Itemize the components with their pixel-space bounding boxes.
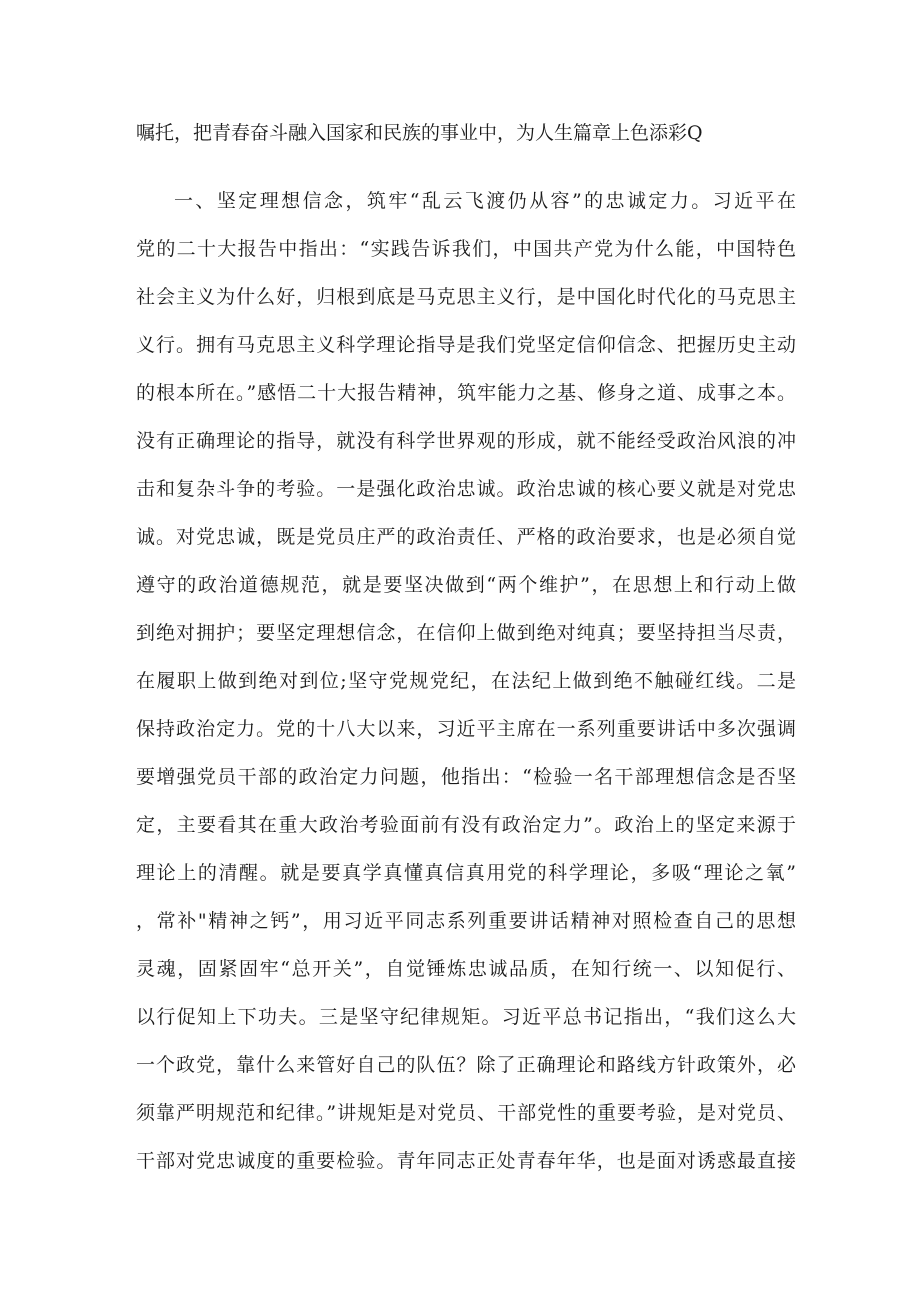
text-line: 在履职上做到绝对到位;坚守党规党纪，在法纪上做到绝不触碰红线。二是 [136,670,796,692]
text-line: 义行。拥有马克思主义科学理论指导是我们党坚定信仰信念、把握历史主动 [136,334,796,356]
text-line: 定，主要看其在重大政治考验面前有没有政治定力”。政治上的坚定来源于 [136,814,796,836]
text-line: 一个政党，靠什么来管好自己的队伍？除了正确理论和路线方针政策外，必 [136,1054,796,1076]
text-line: 要增强党员干部的政治定力问题，他指出：“检验一名干部理想信念是否坚 [136,766,796,788]
text-line: ，常补"精神之钙”，用习近平同志系列重要讲话精神对照检查自己的思想 [136,910,796,932]
text-line: 干部对党忠诚度的重要检验。青年同志正处青春年华，也是面对诱惑最直接 [136,1150,796,1172]
text-line: 党的二十大报告中指出：“实践告诉我们，中国共产党为什么能，中国特色 [136,238,796,260]
text-line: 灵魂，固紧固牢“总开关”，自觉锤炼忠诚品质，在知行统一、以知促行、 [136,958,796,980]
text-line: 没有正确理论的指导，就没有科学世界观的形成，就不能经受政治风浪的冲 [136,430,796,452]
text-line: 遵守的政治道德规范，就是要坚决做到“两个维护”，在思想上和行动上做 [136,574,796,596]
text-line: 嘱托，把青春奋斗融入国家和民族的事业中，为人生篇章上色添彩Q [136,122,703,144]
text-line: 保持政治定力。党的十八大以来，习近平主席在一系列重要讲话中多次强调 [136,718,796,740]
text-line: 理论上的清醒。就是要真学真懂真信真用党的科学理论，多吸“理论之氧” [136,862,796,884]
text-line: 一、坚定理想信念，筑牢“乱云飞渡仍从容”的忠诚定力。习近平在 [174,190,796,212]
text-line: 诚。对党忠诚，既是党员庄严的政治责任、严格的政治要求，也是必须自觉 [136,526,796,548]
text-line: 社会主义为什么好，归根到底是马克思主义行，是中国化时代化的马克思主 [136,286,796,308]
text-line: 到绝对拥护；要坚定理想信念，在信仰上做到绝对纯真；要坚持担当尽责， [136,622,796,644]
text-line: 须靠严明规范和纪律。”讲规矩是对党员、干部党性的重要考验，是对党员、 [136,1102,796,1124]
text-line: 以行促知上下功夫。三是坚守纪律规矩。习近平总书记指出，“我们这么大 [136,1006,796,1028]
text-line: 的根本所在。”感悟二十大报告精神，筑牢能力之基、修身之道、成事之本。 [136,382,796,404]
text-line: 击和复杂斗争的考验。一是强化政治忠诚。政治忠诚的核心要义就是对党忠 [136,478,796,500]
